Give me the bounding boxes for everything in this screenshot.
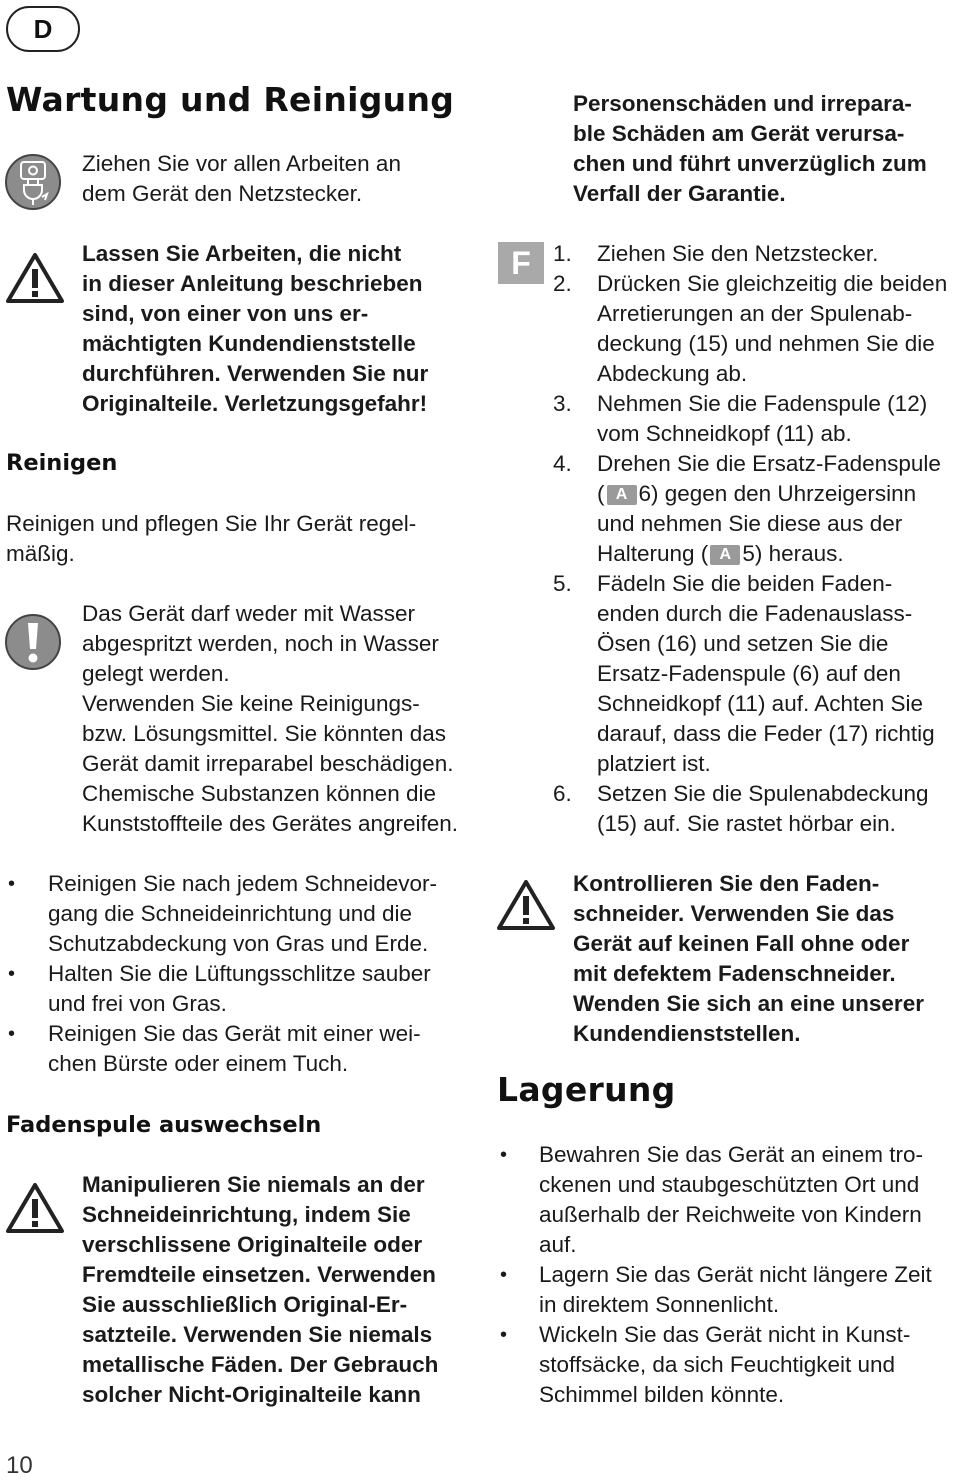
caution-exclamation-icon <box>4 613 62 671</box>
figure-label: F <box>498 242 544 284</box>
section-heading-fadenspule: Fadenspule auswechseln <box>6 1112 322 1138</box>
language-badge: D <box>6 6 80 52</box>
list-item: Reinigen Sie das Gerät mit einer wei- chen Bürste oder einem Tuch. <box>48 1021 421 1076</box>
step-1: 1. Ziehen Sie den Netzstecker. <box>553 241 879 266</box>
figure-ref-badge: A <box>607 485 637 505</box>
warning-unauthorized-repairs: Lassen Sie Arbeiten, die nicht in dieser Anleitung beschrieben sind, von einer von uns er- mächtigten Kundendienststelle durchführen. Verwenden Sie nur Originalteile. Verletzungsgefahr! <box>82 241 429 416</box>
warning-original-parts: Manipulieren Sie niemals an der Schneideinrichtung, indem Sie verschlissene Originalteile oder Fremdteile einsetzen. Verwenden Sie ausschließlich Original-Er- satzteile. Verwenden Sie niemals metallische Fäden. Der Gebrauch solcher Nicht-Originalteile kann <box>82 1172 439 1407</box>
bullet: • <box>500 1324 508 1346</box>
unplug-icon <box>4 153 62 211</box>
page-title: Wartung und Reinigung <box>6 80 455 119</box>
list-item: Bewahren Sie das Gerät an einem tro- ckenen und staubgeschützten Ort und außerhalb der Reichweite von Kindern auf. <box>539 1142 923 1257</box>
cleaning-intro: Reinigen und pflegen Sie Ihr Gerät regel- mäßig. <box>6 511 417 566</box>
warning-original-parts-continued: Personenschäden und irrepara- ble Schäden am Gerät verursa- chen und führt unverzüglich zum Verfall der Garantie. <box>573 91 927 206</box>
bullet: • <box>8 963 16 985</box>
warning-thread-cutter: Kontrollieren Sie den Faden- schneider. Verwenden Sie das Gerät auf keinen Fall ohne oder mit defektem Fadenschneider. Wenden Sie sich an eine unserer Kundendienststellen. <box>573 871 924 1046</box>
bullet: • <box>8 873 16 895</box>
list-item: Lagern Sie das Gerät nicht längere Zeit in direktem Sonnenlicht. <box>539 1262 932 1317</box>
unplug-notice: Ziehen Sie vor allen Arbeiten an dem Gerät den Netzstecker. <box>82 151 401 206</box>
step-4: 4. Drehen Sie die Ersatz-Fadenspule ( A 6) gegen den Uhrzeigersinn und nehmen Sie diese aus der Halterung ( A 5) heraus. <box>553 451 941 566</box>
warning-triangle-icon <box>496 879 556 931</box>
step-2: 2. Drücken Sie gleichzeitig die beiden Arretierungen an der Spulenab- deckung (15) und nehmen Sie die Abdeckung ab. <box>553 271 948 386</box>
spool-replacement-steps <box>553 239 947 839</box>
list-item: Reinigen Sie nach jedem Schneidevor- gang die Schneideinrichtung und die Schutzabdeckung von Gras und Erde. <box>48 871 437 956</box>
list-item: Halten Sie die Lüftungsschlitze sauber und frei von Gras. <box>48 961 431 1016</box>
figure-ref-badge: A <box>710 545 740 565</box>
list-item: Wickeln Sie das Gerät nicht in Kunst- stoffsäcke, da sich Feuchtigkeit und Schimmel bilden könnte. <box>539 1322 911 1407</box>
page-number: 10 <box>6 1452 33 1479</box>
warning-triangle-icon <box>5 1182 65 1234</box>
bullet: • <box>8 1023 16 1045</box>
caution-no-water: Das Gerät darf weder mit Wasser abgespritzt werden, noch in Wasser gelegt werden. Verwenden Sie keine Reinigungs- bzw. Lösungsmittel. Sie könnten das Gerät damit irreparabel beschädigen. Chemische Substanzen können die Kunststoffteile des Gerätes angreifen. <box>82 601 459 836</box>
step-3: 3. Nehmen Sie die Fadenspule (12) vom Schneidkopf (11) ab. <box>553 391 928 446</box>
section-heading-reinigen: Reinigen <box>6 450 118 476</box>
section-heading-lagerung: Lagerung <box>497 1070 676 1109</box>
step-6: 6. Setzen Sie die Spulenabdeckung (15) auf. Sie rastet hörbar ein. <box>553 781 929 836</box>
warning-triangle-icon <box>5 252 65 304</box>
bullet: • <box>500 1264 508 1286</box>
bullet: • <box>500 1144 508 1166</box>
step-5: 5. Fädeln Sie die beiden Faden- enden durch die Fadenauslass- Ösen (16) und setzen Sie die Ersatz-Fadenspule (6) auf den Schneidkopf (11) auf. Achten Sie darauf, dass die Feder (17) richtig platziert ist. <box>553 571 935 776</box>
